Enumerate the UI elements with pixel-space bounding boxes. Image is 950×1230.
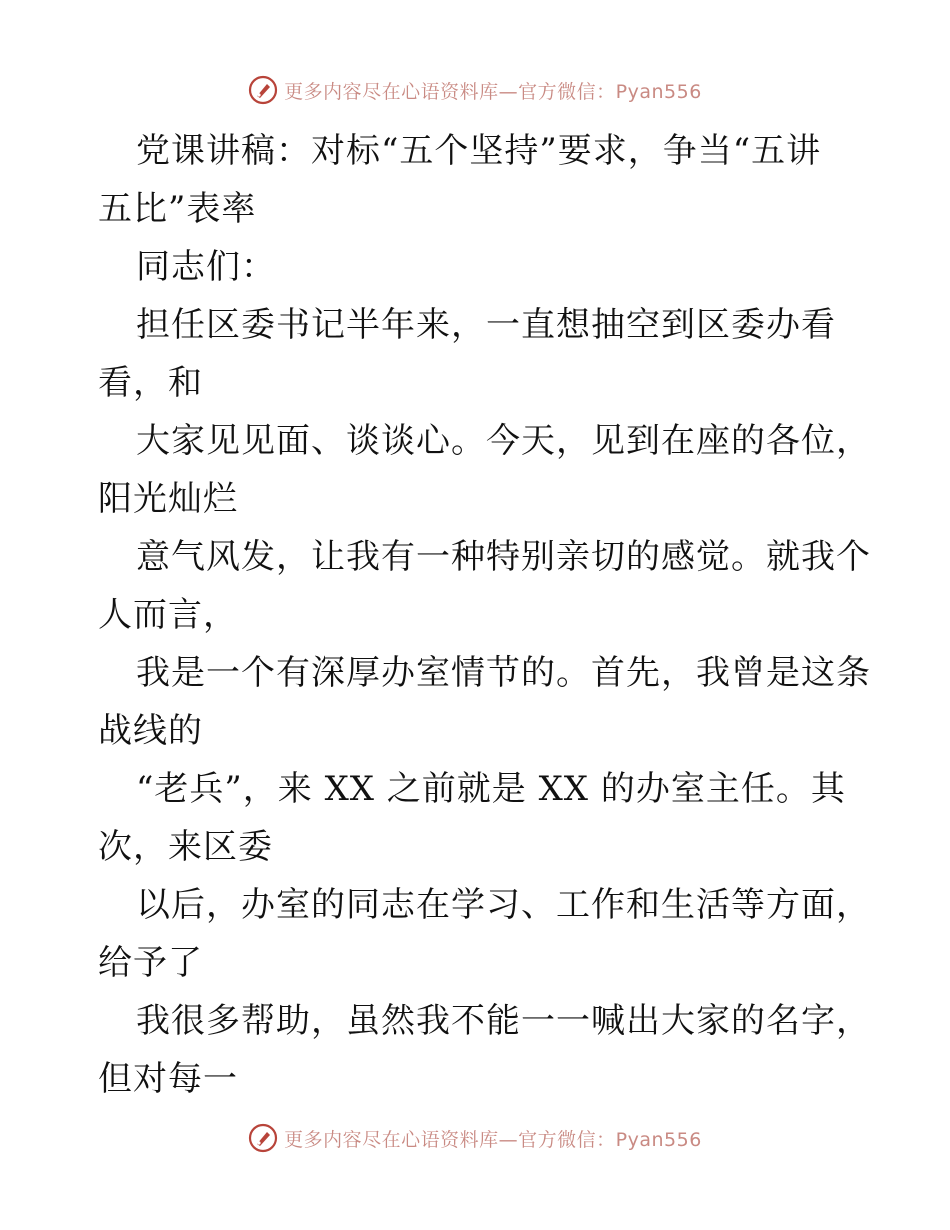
pen-nib-logo-icon: [248, 1123, 278, 1153]
paragraph-line: 给予了: [98, 943, 203, 983]
document-title-line-2: 五比”表率: [98, 189, 257, 229]
document-title-line-1: 党课讲稿：对标“五个坚持”要求，争当“五讲: [136, 131, 822, 171]
paragraph-line: 以后，办室的同志在学习、工作和生活等方面，: [136, 885, 871, 925]
pen-nib-logo-icon: [248, 75, 278, 105]
salutation: 同志们：: [136, 247, 276, 287]
header-banner: [0, 70, 950, 110]
paragraph-line: 但对每一: [98, 1059, 238, 1099]
paragraph-line: 人而言，: [98, 595, 238, 635]
paragraph-line: 意气风发，让我有一种特别亲切的感觉。就我个: [136, 537, 871, 577]
paragraph-line: 阳光灿烂: [98, 479, 238, 519]
paragraph-line: 担任区委书记半年来，一直想抽空到区委办看: [136, 305, 836, 345]
paragraph-line: 大家见见面、谈谈心。今天，见到在座的各位，: [136, 421, 871, 461]
paragraph-line: 战线的: [98, 711, 203, 751]
paragraph-line: 我很多帮助，虽然我不能一一喊出大家的名字，: [136, 1001, 871, 1041]
paragraph-line: 看，和: [98, 363, 203, 403]
paragraph-line: 次，来区委: [98, 827, 273, 867]
document-body: [98, 122, 871, 1108]
footer-banner: [0, 1118, 950, 1158]
footer-banner-text: 更多内容尽在心语资料库—官方微信：Pyan556: [284, 1128, 702, 1151]
paragraph-line: “老兵”，来 XX 之前就是 XX 的办室主任。其: [136, 769, 846, 809]
header-banner-text: 更多内容尽在心语资料库—官方微信：Pyan556: [284, 80, 702, 103]
paragraph-line: 我是一个有深厚办室情节的。首先，我曾是这条: [136, 653, 871, 693]
